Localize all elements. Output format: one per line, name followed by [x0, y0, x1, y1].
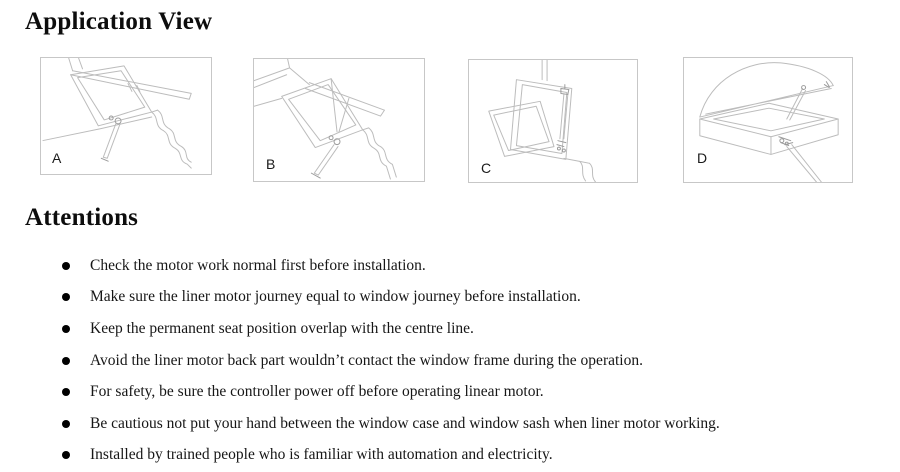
attention-text: Keep the permanent seat position overlap with the centre line. — [90, 319, 474, 337]
bullet-icon — [62, 451, 70, 459]
attention-text: Avoid the liner motor back part wouldn’t contact the window frame during the operation. — [90, 351, 643, 369]
attention-item — [0, 282, 900, 314]
dome-skylight-diagram-d — [684, 58, 852, 182]
facade-window-diagram-c — [469, 60, 637, 182]
application-view-title: Application View — [25, 8, 213, 35]
attentions-title: Attentions — [25, 204, 139, 231]
attention-text: Be cautious not put your hand between the window case and window sash when liner motor working. — [90, 414, 720, 432]
attention-text: Make sure the liner motor journey equal to window journey before installation. — [90, 288, 581, 306]
attention-item — [0, 345, 900, 377]
attention-text: Installed by trained people who is familiar with automation and electricity. — [90, 446, 553, 464]
attention-item — [0, 313, 900, 345]
panel-label-a: A — [52, 150, 62, 166]
bullet-icon — [62, 293, 70, 301]
bullet-icon — [62, 357, 70, 365]
application-panel-d — [683, 57, 853, 183]
bullet-icon — [62, 262, 70, 270]
attention-item — [0, 250, 900, 282]
attention-item — [0, 408, 900, 440]
attention-item — [0, 440, 900, 472]
attention-text: Check the motor work normal first before installation. — [90, 256, 426, 274]
roof-window-slope-diagram-b — [254, 59, 424, 181]
attention-text: For safety, be sure the controller power off before operating linear motor. — [90, 383, 544, 401]
attentions-list — [0, 250, 900, 471]
bullet-icon — [62, 325, 70, 333]
bullet-icon — [62, 420, 70, 428]
application-panel-c — [468, 59, 638, 183]
panel-label-b: B — [266, 156, 276, 172]
attention-item — [0, 376, 900, 408]
panel-label-c: C — [481, 160, 492, 176]
application-panel-b — [253, 58, 425, 182]
roof-window-slope-diagram-a — [41, 58, 211, 174]
bullet-icon — [62, 388, 70, 396]
application-panel-a — [40, 57, 212, 175]
panel-label-d: D — [697, 150, 708, 166]
